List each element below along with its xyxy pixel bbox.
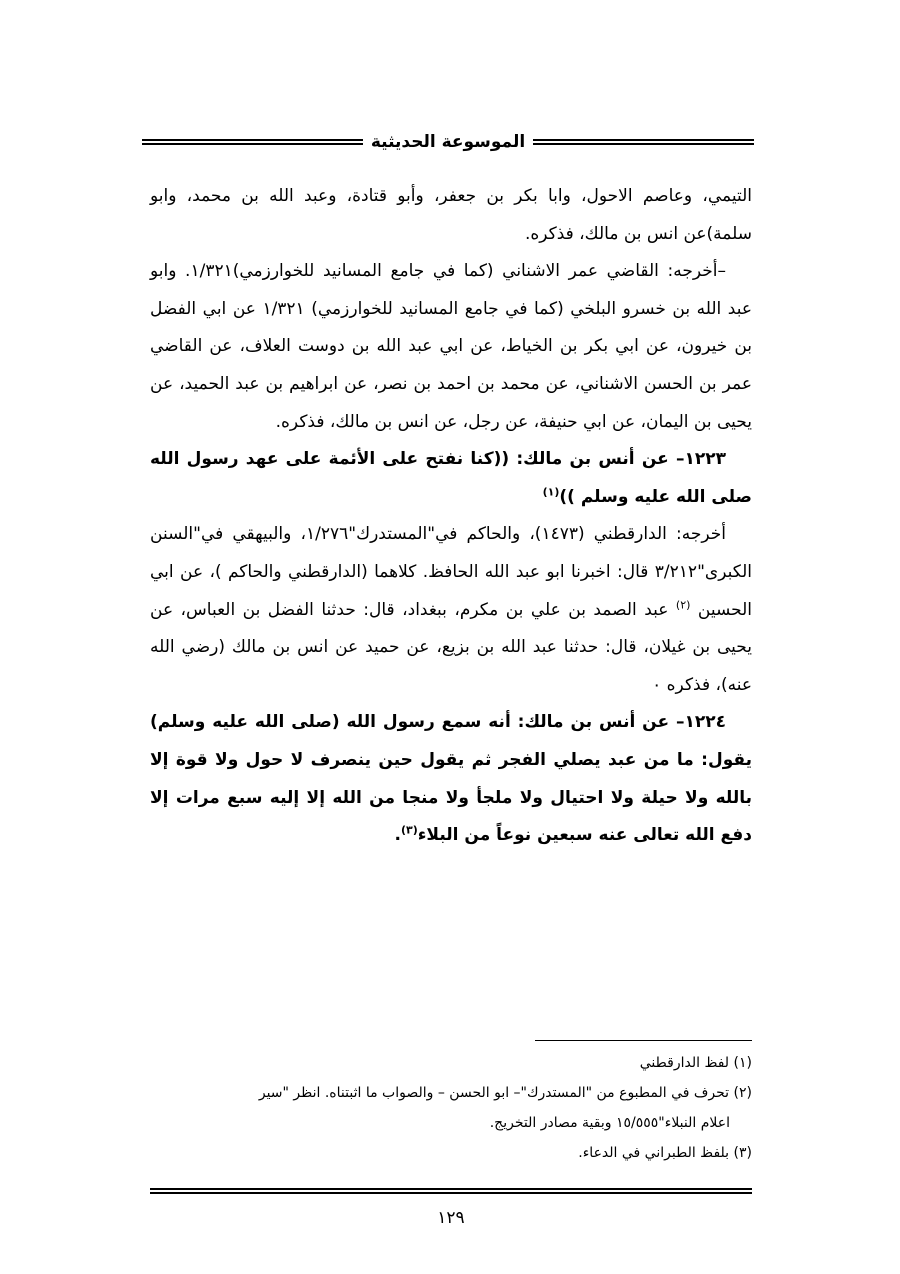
header-rule-left [142, 139, 363, 145]
hadith-1223-text: ١٢٢٣– عن أنس بن مالك: ((كنا نفتح على الأئمة على عهد رسول الله صلى الله عليه وسلم )) [150, 449, 752, 507]
running-header [142, 124, 754, 160]
takhrij-1223-part-b: عبد الصمد بن علي بن مكرم، ببغداد، قال: حدثنا الفضل بن العباس، عن يحيى بن غيلان، قال: حدثنا عبد الله بن بزيع، عن حميد عن انس بن مالك (رضي الله عنه)، فذكره ٠ [150, 599, 752, 695]
header-title: الموسوعة الحديثية [370, 132, 526, 152]
paragraph-takhrij-1223 [150, 516, 752, 704]
hadith-1224-text: ١٢٢٤– عن أنس بن مالك: أنه سمع رسول الله (صلى الله عليه وسلم) يقول: ما من عبد يصلي الفجر ثم يقول حين ينصرف لا حول ولا قوة إلا بالله ولا حيلة ولا احتيال ولا ملجأ ولا منجا من الله إلا إليه سبع مرات إلا دفع الله تعالى عنه سبعين نوعاً من البلاء [150, 712, 752, 846]
footnote-3: (٣) بلفظ الطبراني في الدعاء. [578, 1145, 752, 1161]
main-text [150, 178, 752, 855]
footnote-ref-2: (٢) [675, 597, 691, 611]
hadith-1224 [150, 704, 752, 854]
header-rule-right [533, 139, 754, 145]
takhrij-1223-part-a: أخرجه: الدارقطني (١٤٧٣)، والحاكم في"المستدرك"١/٢٧٦، والبيهقي في"السنن الكبرى"٣/٢١٢ قال: اخبرنا ابو عبد الله الحافظ. كلاهما (الدارقطني والحاكم )، عن ابي الحسين [150, 524, 753, 620]
hadith-1223 [150, 441, 752, 516]
footnote-2-continuation: اعلام النبلاء"١٥/٥٥٥ وبقية مصادر التخريج. [489, 1115, 730, 1131]
footnote-1: (١) لفظ الدارقطني [639, 1055, 752, 1071]
footnote-ref-3: (٣) [400, 823, 418, 837]
footnote-2: (٢) تحرف في المطبوع من "المستدرك"– ابو الحسن – والصواب ما اثبتناه. انظر "سير [258, 1085, 752, 1101]
footnotes [150, 1048, 752, 1168]
bottom-double-rule [150, 1188, 752, 1194]
footnote-ref-1: (١) [542, 485, 560, 499]
hadith-1224-end: . [394, 825, 401, 846]
paragraph-continuation: التيمي، وعاصم الاحول، وابا بكر بن جعفر، وأبو قتادة، وعبد الله بن محمد، وابو سلمة)عن انس بن مالك، فذكره. [150, 186, 752, 244]
paragraph-takhrij-ashnani: –أخرجه: القاضي عمر الاشناني (كما في جامع المسانيد للخوارزمي)١/٣٢١. وابو عبد الله بن خسرو البلخي (كما في جامع المسانيد للخوارزمي) ١/٣٢١ عن ابي الفضل بن خيرون، عن ابي بكر بن الخياط، عن ابي عبد الله بن دوست العلاف، عن القاضي عمر بن الحسن الاشناني، عن محمد بن احمد بن نصر، عن ابراهيم بن عبد الحميد، عن يحيى بن اليمان، عن ابي حنيفة، عن رجل، عن انس بن مالك، فذكره. [150, 261, 752, 432]
page-number: ١٢٩ [437, 1208, 465, 1228]
footnote-separator [535, 1040, 752, 1041]
